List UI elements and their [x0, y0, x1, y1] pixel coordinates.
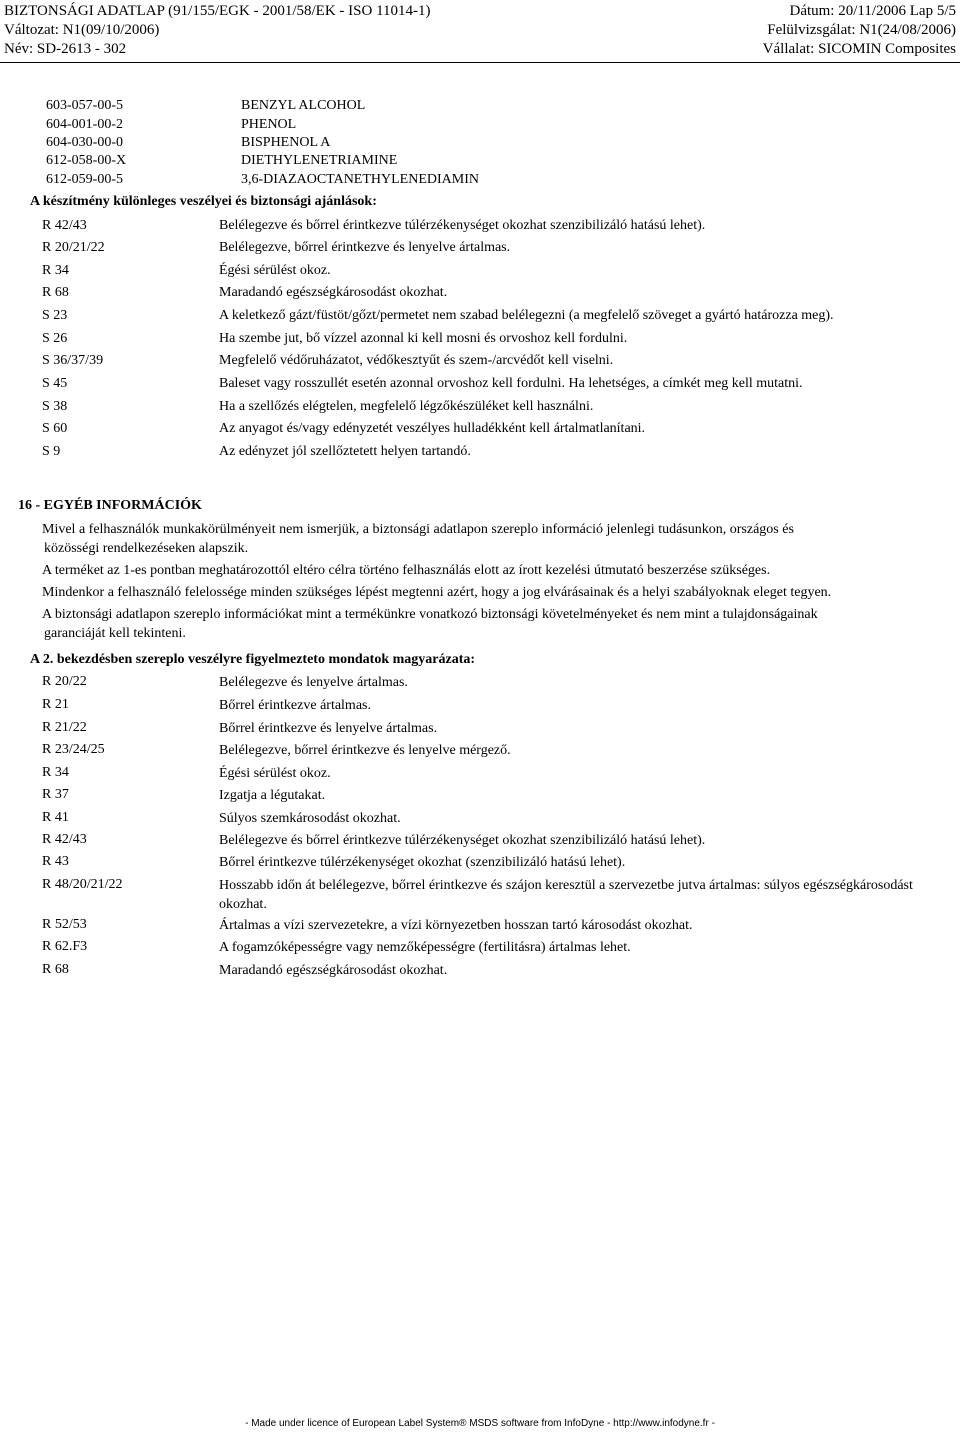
legend-code: R 62.F3 — [42, 939, 88, 954]
legend-text: Súlyos szemkárosodást okozhat. — [219, 811, 401, 826]
phrase-text: Megfelelő védőruházatot, védőkesztyűt és szem-/arcvédőt kell viselni. — [219, 353, 614, 368]
info-paragraph — [42, 583, 954, 602]
section-16-title: 16 - EGYÉB INFORMÁCIÓK — [18, 498, 202, 513]
chemical-name: PHENOL — [241, 117, 297, 132]
legend-text: Bőrrel érintkezve ártalmas. — [219, 698, 371, 713]
legend-code: R 20/22 — [42, 674, 87, 689]
legend-code: R 52/53 — [42, 917, 87, 932]
chemical-code: 604-001-00-2 — [46, 117, 123, 132]
phrase-text: Égési sérülést okoz. — [219, 263, 331, 278]
chemical-code: 603-057-00-5 — [46, 98, 123, 113]
product-name: Név: SD-2613 - 302 — [4, 41, 127, 57]
phrase-code: S 45 — [42, 376, 68, 391]
legend-text: Belélegezve és lenyelve ártalmas. — [219, 675, 408, 690]
info-paragraph — [42, 605, 954, 643]
paragraph-line: közösségi rendelkezéseken alapszik. — [44, 541, 249, 556]
software-footer: - Made under licence of European Label System® MSDS software from InfoDyne - http://www.infodyne.fr - — [245, 1418, 715, 1429]
phrase-code: R 68 — [42, 285, 69, 300]
phrase-text: Az edényzet jól szellőztetett helyen tartandó. — [219, 444, 471, 459]
legend-text: Égési sérülést okoz. — [219, 766, 331, 781]
legend-code: R 68 — [42, 962, 69, 977]
company-name: Vállalat: SICOMIN Composites — [762, 41, 956, 57]
chemical-name: BENZYL ALCOHOL — [241, 98, 366, 113]
legend-code: R 48/20/21/22 — [42, 877, 123, 892]
legend-code: R 43 — [42, 854, 69, 869]
paragraph-line: Mindenkor a felhasználó felelossége minden szükséges lépést megtenni azért, hogy a jog elvárásainak és a helyi szabályoknak eleget tegyen. — [42, 585, 832, 600]
legend-text: Bőrrel érintkezve és lenyelve ártalmas. — [219, 721, 438, 736]
legend-code: R 42/43 — [42, 832, 87, 847]
legend-text: Belélegezve és bőrrel érintkezve túlérzékenységet okozhat szenzibilizáló hatású lehet). — [219, 833, 706, 848]
legend-text: A fogamzóképességre vagy nemzőképességre (fertilitásra) ártalmas lehet. — [219, 940, 631, 955]
legend-code: R 37 — [42, 787, 69, 802]
legend-title: A 2. bekezdésben szereplo veszélyre figyelmezteto mondatok magyarázata: — [30, 652, 476, 667]
phrase-text: Az anyagot és/vagy edényzetét veszélyes hulladékként kell ártalmatlanítani. — [219, 421, 646, 436]
chemical-name: BISPHENOL A — [241, 135, 331, 150]
phrase-code: S 36/37/39 — [42, 353, 104, 368]
revision-label: Felülvizsgálat: N1(24/08/2006) — [767, 22, 956, 38]
legend-code: R 41 — [42, 810, 69, 825]
phrase-text: A keletkező gázt/füstöt/gőzt/permetet nem szabad belélegezni (a megfelelő szöveget a gyártó határozza meg). — [219, 308, 834, 323]
phrase-code: S 26 — [42, 331, 68, 346]
paragraph-line: garanciáját kell tekinteni. — [44, 626, 186, 641]
phrase-code: S 23 — [42, 308, 68, 323]
phrase-text: Belélegezve, bőrrel érintkezve és lenyelve ártalmas. — [219, 240, 511, 255]
legend-code: R 21 — [42, 697, 69, 712]
chemical-name: 3,6-DIAZAOCTANETHYLENEDIAMIN — [241, 172, 479, 187]
phrase-text: Belélegezve és bőrrel érintkezve túlérzékenységet okozhat szenzibilizáló hatású lehet). — [219, 218, 706, 233]
legend-text: Ártalmas a vízi szervezetekre, a vízi környezetben hosszan tartó károsodást okozhat. — [219, 918, 693, 933]
paragraph-line: A biztonsági adatlapon szereplo információkat mint a termékünkre vonatkozó biztonsági követelményeket és nem mint a tulajdonságainak — [42, 607, 818, 622]
legend-text: Izgatja a légutakat. — [219, 788, 326, 803]
phrase-code: R 42/43 — [42, 218, 87, 233]
phrase-text: Maradandó egészségkárosodást okozhat. — [219, 285, 448, 300]
info-paragraph — [42, 561, 954, 580]
version-label: Változat: N1(09/10/2006) — [4, 22, 160, 38]
legend-text: Bőrrel érintkezve túlérzékenységet okozhat (szenzibilizáló hatású lehet). — [219, 855, 626, 870]
legend-code: R 23/24/25 — [42, 742, 105, 757]
chemical-code: 612-058-00-X — [46, 153, 127, 168]
hazards-title: A készítmény különleges veszélyei és biztonsági ajánlások: — [30, 194, 377, 209]
legend-code: R 34 — [42, 765, 69, 780]
legend-code: R 21/22 — [42, 720, 87, 735]
phrase-code: S 60 — [42, 421, 68, 436]
phrase-text: Ha a szellőzés elégtelen, megfelelő légzőkészüléket kell használni. — [219, 399, 594, 414]
chemical-name: DIETHYLENETRIAMINE — [241, 153, 398, 168]
phrase-code: S 38 — [42, 399, 68, 414]
chemical-code: 604-030-00-0 — [46, 135, 123, 150]
legend-text: Belélegezve, bőrrel érintkezve és lenyelve mérgező. — [219, 743, 511, 758]
legend-text: Maradandó egészségkárosodást okozhat. — [219, 963, 448, 978]
info-paragraph — [42, 520, 954, 558]
phrase-code: R 20/21/22 — [42, 240, 105, 255]
phrase-code: R 34 — [42, 263, 69, 278]
paragraph-line: A terméket az 1-es pontban meghatározottól eltéro célra történo felhasználás elott az írott kezelési útmutató beszerzése szükséges. — [42, 563, 771, 578]
date-page: Dátum: 20/11/2006 Lap 5/5 — [789, 3, 956, 19]
phrase-code: S 9 — [42, 444, 61, 459]
chemical-code: 612-059-00-5 — [46, 172, 123, 187]
paragraph-line: Mivel a felhasználók munkakörülményeit nem ismerjük, a biztonsági adatlapon szereplo információ jelenlegi tudásunkon, országos és — [42, 522, 794, 537]
document-title: BIZTONSÁGI ADATLAP (91/155/EGK - 2001/58/EK - ISO 11014-1) — [4, 3, 431, 19]
phrase-text: Baleset vagy rosszullét esetén azonnal orvoshoz kell fordulni. Ha lehetséges, a címkét meg kell mutatni. — [219, 376, 803, 391]
phrase-text: Ha szembe jut, bő vízzel azonnal ki kell mosni és orvoshoz kell fordulni. — [219, 331, 628, 346]
page-header — [0, 0, 960, 63]
legend-text: Hosszabb időn át belélegezve, bőrrel érintkezve és szájon keresztül a szervezetbe jutva ártalmas: súlyos egészségkárosodást okozhat. — [219, 878, 913, 912]
